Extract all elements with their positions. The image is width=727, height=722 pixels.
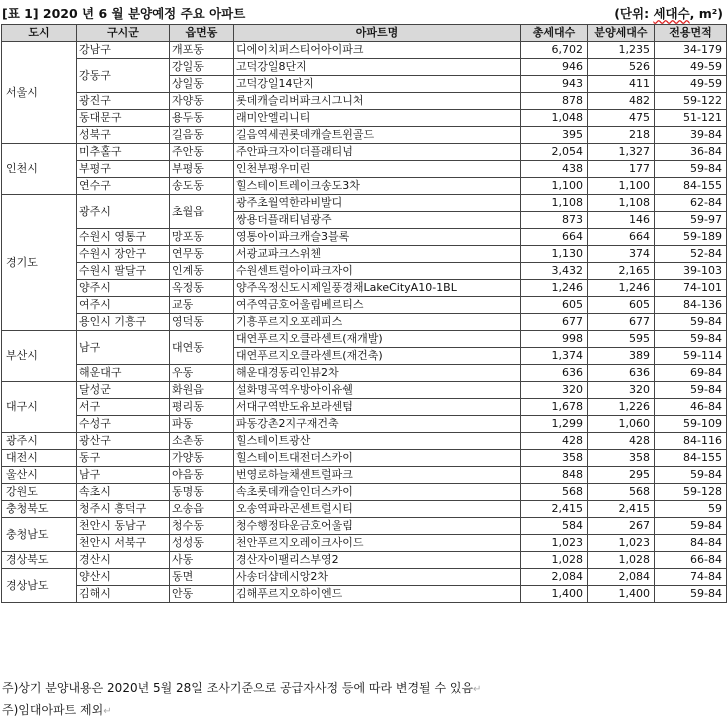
total-units-cell: 1,100 [521,178,588,195]
table-row [2,331,727,348]
apartment-table [1,24,727,603]
apartment-name-cell: 번영로하늘채센트럴파크 [234,467,521,484]
district-cell: 수성구 [77,416,170,433]
total-units-cell: 943 [521,76,588,93]
sale-units-cell: 1,226 [588,399,655,416]
table-row [2,535,727,552]
total-units-cell: 2,415 [521,501,588,518]
sale-units-cell: 1,246 [588,280,655,297]
dong-cell: 파동 [170,416,234,433]
col-header: 분양세대수 [588,25,655,42]
col-header: 총세대수 [521,25,588,42]
dong-cell: 강일동 [170,59,234,76]
area-cell: 74-101 [655,280,727,297]
apartment-name-cell: 광주초월역한라비발디 [234,195,521,212]
district-cell: 양산시 [77,569,170,586]
table-row [2,93,727,110]
area-cell: 59-128 [655,484,727,501]
sale-units-cell: 146 [588,212,655,229]
table-row [2,144,727,161]
district-cell: 해운대구 [77,365,170,382]
col-header: 아파트명 [234,25,521,42]
col-header: 읍면동 [170,25,234,42]
dong-cell: 야음동 [170,467,234,484]
total-units-cell: 946 [521,59,588,76]
area-cell: 59-84 [655,331,727,348]
total-units-cell: 3,432 [521,263,588,280]
area-cell: 84-155 [655,450,727,467]
area-cell: 59-84 [655,467,727,484]
table-row [2,178,727,195]
table-row [2,552,727,569]
apartment-name-cell: 대연푸르지오클라센트(재개발) [234,331,521,348]
area-cell: 46-84 [655,399,727,416]
dong-cell: 화원읍 [170,382,234,399]
total-units-cell: 878 [521,93,588,110]
district-cell: 수원시 팔달구 [77,263,170,280]
area-cell: 52-84 [655,246,727,263]
apartment-name-cell: 힐스테이트레이크송도3차 [234,178,521,195]
total-units-cell: 605 [521,297,588,314]
apartment-name-cell: 수원센트럴아이파크자이 [234,263,521,280]
apartment-name-cell: 여주역금호어울림베르티스 [234,297,521,314]
total-units-cell: 636 [521,365,588,382]
apartment-name-cell: 고덕강일14단지 [234,76,521,93]
city-cell: 충청남도 [2,518,77,552]
total-units-cell: 2,084 [521,569,588,586]
table-row [2,501,727,518]
district-cell: 미추홀구 [77,144,170,161]
sale-units-cell: 482 [588,93,655,110]
dong-cell: 초월읍 [170,195,234,229]
area-cell: 59-84 [655,518,727,535]
table-row [2,416,727,433]
city-cell: 경상남도 [2,569,77,603]
dong-cell: 개포동 [170,42,234,59]
sale-units-cell: 1,327 [588,144,655,161]
sale-units-cell: 411 [588,76,655,93]
apartment-name-cell: 서광교파크스위첸 [234,246,521,263]
table-row [2,467,727,484]
dong-cell: 자양동 [170,93,234,110]
dong-cell: 소촌동 [170,433,234,450]
district-cell: 속초시 [77,484,170,501]
table-header-line [2,2,723,22]
district-cell: 강남구 [77,42,170,59]
table-row [2,127,727,144]
district-cell: 광주시 [77,195,170,229]
total-units-cell: 1,023 [521,535,588,552]
area-cell: 74-84 [655,569,727,586]
district-cell: 청주시 흥덕구 [77,501,170,518]
table-header-row [2,25,727,42]
district-cell: 여주시 [77,297,170,314]
apartment-name-cell: 김해푸르지오하이엔드 [234,586,521,603]
sale-units-cell: 605 [588,297,655,314]
area-cell: 59-97 [655,212,727,229]
apartment-name-cell: 래미안엘리니티 [234,110,521,127]
apartment-name-cell: 경산자이팰리스부영2 [234,552,521,569]
table-row [2,42,727,59]
sale-units-cell: 677 [588,314,655,331]
city-cell: 서울시 [2,42,77,144]
area-cell: 84-155 [655,178,727,195]
area-cell: 36-84 [655,144,727,161]
dong-cell: 옥정동 [170,280,234,297]
district-cell: 수원시 장안구 [77,246,170,263]
total-units-cell: 998 [521,331,588,348]
total-units-cell: 848 [521,467,588,484]
city-cell: 경상북도 [2,552,77,569]
table-row [2,280,727,297]
apartment-name-cell: 힐스테이트광산 [234,433,521,450]
table-row [2,365,727,382]
table-title: [표 1] 2020 년 6 월 분양예정 주요 아파트 [2,6,246,21]
table-body [2,42,727,603]
area-cell: 34-179 [655,42,727,59]
apartment-name-cell: 천안푸르지오레이크사이드 [234,535,521,552]
sale-units-cell: 568 [588,484,655,501]
area-cell: 49-59 [655,76,727,93]
col-header: 도시 [2,25,77,42]
dong-cell: 송도동 [170,178,234,195]
total-units-cell: 1,108 [521,195,588,212]
total-units-cell: 1,678 [521,399,588,416]
city-cell: 충청북도 [2,501,77,518]
footnote: 주)상기 분양내용은 2020년 5월 28일 조사기준으로 공급자사정 등에 따라 변경될 수 있음↵ [2,681,482,695]
total-units-cell: 6,702 [521,42,588,59]
apartment-name-cell: 서대구역반도유보라센텀 [234,399,521,416]
dong-cell: 가양동 [170,450,234,467]
sale-units-cell: 1,235 [588,42,655,59]
total-units-cell: 664 [521,229,588,246]
sale-units-cell: 1,400 [588,586,655,603]
district-cell: 강동구 [77,59,170,93]
district-cell: 양주시 [77,280,170,297]
dong-cell: 사동 [170,552,234,569]
sale-units-cell: 2,165 [588,263,655,280]
area-cell: 84-136 [655,297,727,314]
total-units-cell: 438 [521,161,588,178]
table-row [2,297,727,314]
sale-units-cell: 2,415 [588,501,655,518]
sale-units-cell: 595 [588,331,655,348]
area-cell: 59-114 [655,348,727,365]
area-cell: 59-109 [655,416,727,433]
sale-units-cell: 177 [588,161,655,178]
apartment-name-cell: 쌍용더플래티넘광주 [234,212,521,229]
sale-units-cell: 1,023 [588,535,655,552]
city-cell: 대구시 [2,382,77,433]
total-units-cell: 1,400 [521,586,588,603]
sale-units-cell: 218 [588,127,655,144]
district-cell: 남구 [77,331,170,365]
table-row [2,195,727,212]
sale-units-cell: 389 [588,348,655,365]
total-units-cell: 428 [521,433,588,450]
city-cell: 경기도 [2,195,77,331]
total-units-cell: 395 [521,127,588,144]
sale-units-cell: 428 [588,433,655,450]
apartment-name-cell: 양주옥정신도시제일풍경채LakeCityA10-1BL [234,280,521,297]
dong-cell: 망포동 [170,229,234,246]
col-header: 전용면적 [655,25,727,42]
dong-cell: 평리동 [170,399,234,416]
city-cell: 부산시 [2,331,77,382]
dong-cell: 길음동 [170,127,234,144]
apartment-name-cell: 길음역세권롯데캐슬트윈골드 [234,127,521,144]
area-cell: 59-84 [655,161,727,178]
footnote: 주)임대아파트 제외↵ [2,703,112,717]
apartment-name-cell: 힐스테이트대전더스카이 [234,450,521,467]
area-cell: 66-84 [655,552,727,569]
apartment-name-cell: 대연푸르지오클라센트(재건축) [234,348,521,365]
sale-units-cell: 664 [588,229,655,246]
dong-cell: 주안동 [170,144,234,161]
table-row [2,59,727,76]
city-cell: 인천시 [2,144,77,195]
col-header: 구시군 [77,25,170,42]
area-cell: 59-84 [655,314,727,331]
table-row [2,518,727,535]
district-cell: 부평구 [77,161,170,178]
table-row [2,263,727,280]
district-cell: 수원시 영통구 [77,229,170,246]
dong-cell: 우동 [170,365,234,382]
table-row [2,110,727,127]
district-cell: 천안시 동남구 [77,518,170,535]
apartment-name-cell: 영통아이파크캐슬3블록 [234,229,521,246]
area-cell: 59-189 [655,229,727,246]
district-cell: 달성군 [77,382,170,399]
total-units-cell: 358 [521,450,588,467]
district-cell: 경산시 [77,552,170,569]
dong-cell: 연무동 [170,246,234,263]
area-cell: 49-59 [655,59,727,76]
district-cell: 서구 [77,399,170,416]
sale-units-cell: 1,108 [588,195,655,212]
dong-cell: 대연동 [170,331,234,365]
total-units-cell: 1,028 [521,552,588,569]
unit-label: (단위: 세대수, m²) [614,6,723,21]
district-cell: 광산구 [77,433,170,450]
table-row [2,246,727,263]
city-cell: 대전시 [2,450,77,467]
total-units-cell: 677 [521,314,588,331]
dong-cell: 성성동 [170,535,234,552]
apartment-name-cell: 고덕강일8단지 [234,59,521,76]
district-cell: 천안시 서북구 [77,535,170,552]
sale-units-cell: 267 [588,518,655,535]
area-cell: 39-103 [655,263,727,280]
apartment-name-cell: 사송더샵데시앙2차 [234,569,521,586]
table-row [2,161,727,178]
dong-cell: 오송읍 [170,501,234,518]
total-units-cell: 873 [521,212,588,229]
total-units-cell: 1,299 [521,416,588,433]
district-cell: 김해시 [77,586,170,603]
dong-cell: 용두동 [170,110,234,127]
total-units-cell: 320 [521,382,588,399]
total-units-cell: 1,246 [521,280,588,297]
table-row [2,399,727,416]
table-row [2,433,727,450]
table-row [2,229,727,246]
apartment-name-cell: 오송역파라곤센트럴시티 [234,501,521,518]
sale-units-cell: 358 [588,450,655,467]
dong-cell: 상일동 [170,76,234,93]
dong-cell: 동명동 [170,484,234,501]
table-row [2,382,727,399]
total-units-cell: 1,130 [521,246,588,263]
area-cell: 39-84 [655,127,727,144]
apartment-name-cell: 설화명곡역우방아이유쉘 [234,382,521,399]
city-cell: 울산시 [2,467,77,484]
sale-units-cell: 1,060 [588,416,655,433]
total-units-cell: 1,048 [521,110,588,127]
city-cell: 강원도 [2,484,77,501]
district-cell: 용인시 기흥구 [77,314,170,331]
apartment-name-cell: 파동강촌2지구재건축 [234,416,521,433]
dong-cell: 청수동 [170,518,234,535]
sale-units-cell: 295 [588,467,655,484]
district-cell: 동대문구 [77,110,170,127]
dong-cell: 교동 [170,297,234,314]
apartment-name-cell: 속초롯데캐슬인더스카이 [234,484,521,501]
district-cell: 남구 [77,467,170,484]
apartment-name-cell: 기흥푸르지오포레피스 [234,314,521,331]
dong-cell: 인계동 [170,263,234,280]
total-units-cell: 1,374 [521,348,588,365]
apartment-name-cell: 청수행정타운금호어울림 [234,518,521,535]
area-cell: 62-84 [655,195,727,212]
area-cell: 59-122 [655,93,727,110]
sale-units-cell: 320 [588,382,655,399]
sale-units-cell: 475 [588,110,655,127]
area-cell: 59 [655,501,727,518]
sale-units-cell: 526 [588,59,655,76]
apartment-name-cell: 롯데캐슬리버파크시그니처 [234,93,521,110]
area-cell: 84-84 [655,535,727,552]
apartment-name-cell: 인천부평우미린 [234,161,521,178]
total-units-cell: 584 [521,518,588,535]
table-row [2,586,727,603]
area-cell: 84-116 [655,433,727,450]
sale-units-cell: 1,100 [588,178,655,195]
sale-units-cell: 1,028 [588,552,655,569]
area-cell: 59-84 [655,382,727,399]
sale-units-cell: 2,084 [588,569,655,586]
total-units-cell: 2,054 [521,144,588,161]
dong-cell: 부평동 [170,161,234,178]
district-cell: 연수구 [77,178,170,195]
district-cell: 동구 [77,450,170,467]
table-row [2,450,727,467]
district-cell: 성북구 [77,127,170,144]
district-cell: 광진구 [77,93,170,110]
area-cell: 59-84 [655,586,727,603]
apartment-name-cell: 디에이치퍼스티어아이파크 [234,42,521,59]
dong-cell: 안동 [170,586,234,603]
dong-cell: 영덕동 [170,314,234,331]
area-cell: 51-121 [655,110,727,127]
table-row [2,484,727,501]
dong-cell: 동면 [170,569,234,586]
sale-units-cell: 374 [588,246,655,263]
table-row [2,569,727,586]
city-cell: 광주시 [2,433,77,450]
sale-units-cell: 636 [588,365,655,382]
total-units-cell: 568 [521,484,588,501]
table-row [2,314,727,331]
apartment-name-cell: 주안파크자이더플래티넘 [234,144,521,161]
apartment-name-cell: 해운대경동리인뷰2차 [234,365,521,382]
area-cell: 69-84 [655,365,727,382]
